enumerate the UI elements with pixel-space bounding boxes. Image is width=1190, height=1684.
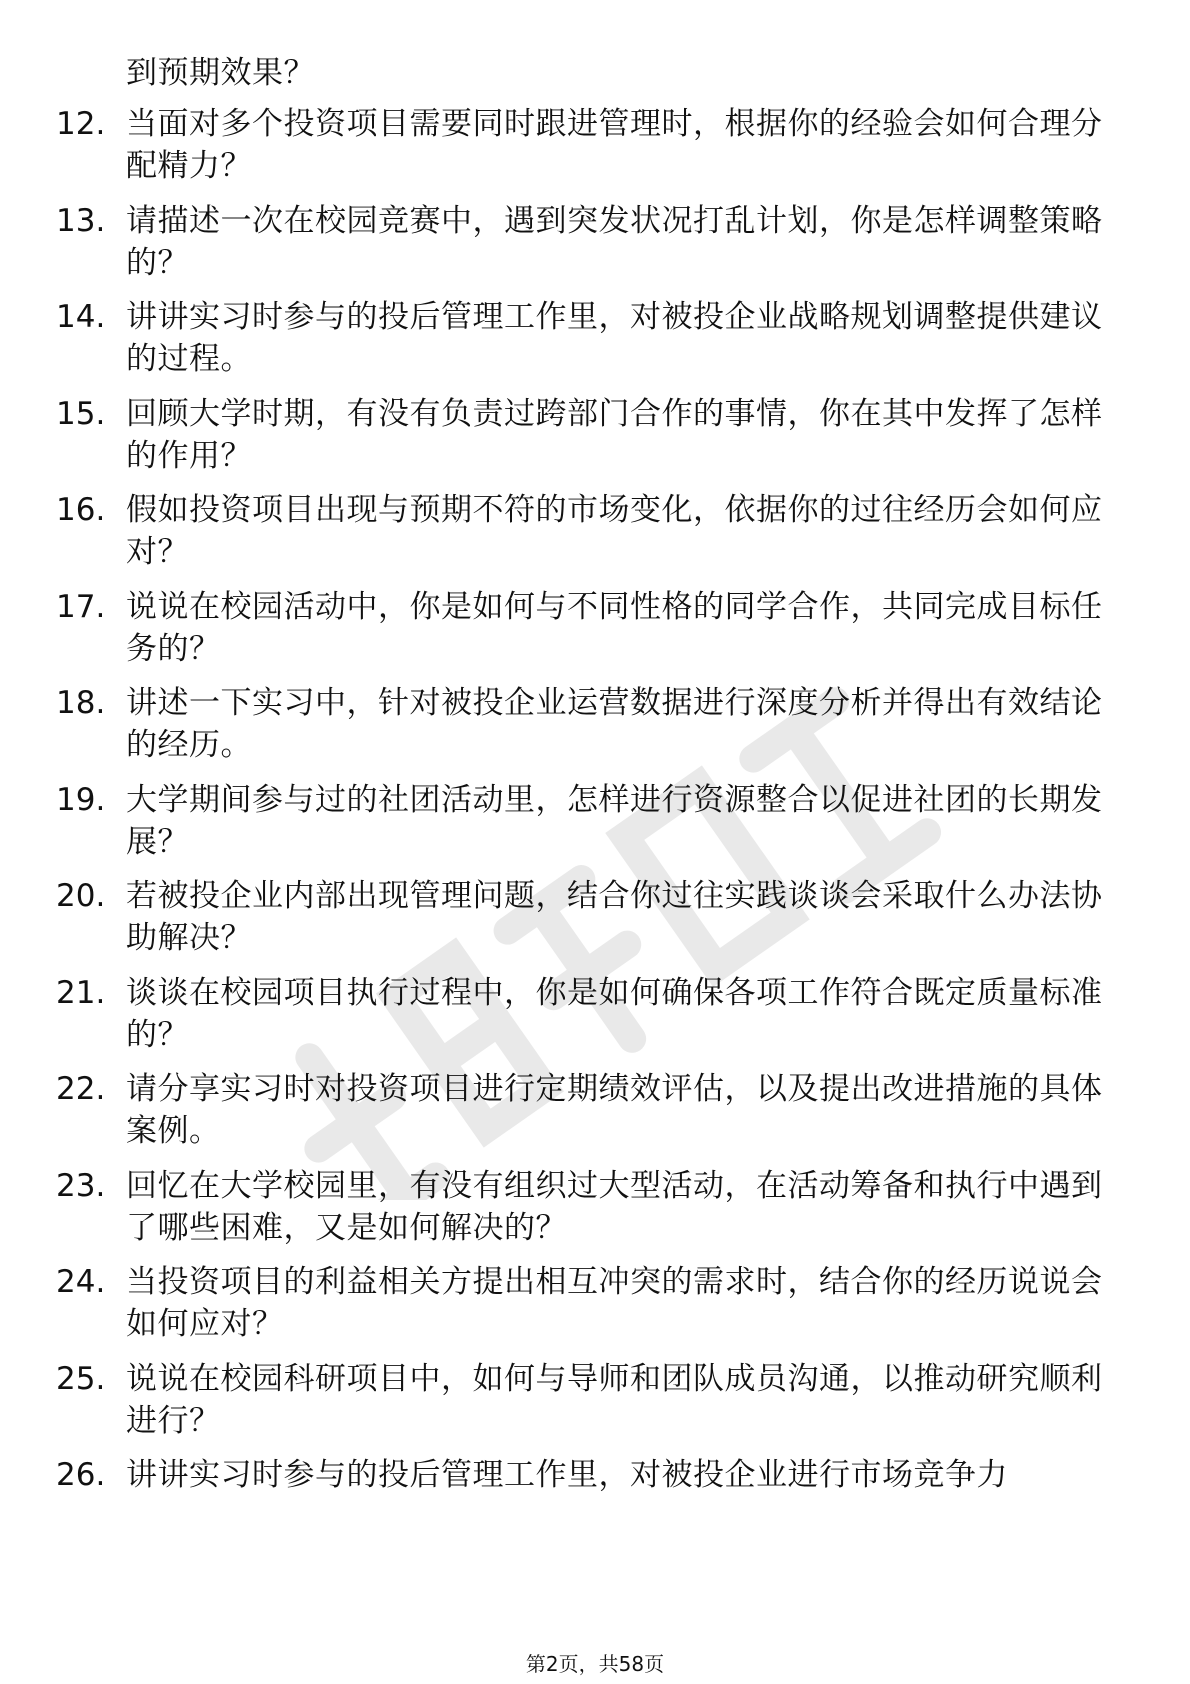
page-footer: 第2页，共58页 [525,1652,665,1676]
question-text: 请描述一次在校园竞赛中，遇到突发状况打乱计划，你是怎样调整策略的？ [126,202,1103,281]
question-text: 回忆在大学校园里，有没有组织过大型活动，在活动筹备和执行中遇到了哪些困难，又是如何解决的？ [126,1167,1103,1246]
question-text: 说说在校园活动中，你是如何与不同性格的同学合作，共同完成目标任务的？ [126,588,1103,667]
question-number: 12. [56,106,106,142]
question-item [56,1261,1136,1357]
question-number: 16. [56,492,106,528]
question-text: 当面对多个投资项目需要同时跟进管理时，根据你的经验会如何合理分配精力？ [126,106,1103,184]
question-item [56,1454,1136,1550]
question-item [56,972,1136,1068]
question-text: 说说在校园科研项目中，如何与导师和团队成员沟通，以推动研究顺利进行？ [126,1360,1103,1439]
question-item [56,586,1136,682]
question-text: 假如投资项目出现与预期不符的市场变化，依据你的过往经历会如何应对？ [126,492,1103,570]
question-number: 25. [56,1360,106,1397]
question-number: 18. [56,685,106,721]
question-item [56,393,1136,489]
question-number: 23. [56,1167,106,1204]
question-number: 22. [56,1071,106,1107]
question-text: 讲述一下实习中，针对被投企业运营数据进行深度分析并得出有效结论的经历。 [126,685,1103,763]
question-item [56,1165,1136,1261]
question-item [56,1068,1136,1164]
question-number: 14. [56,299,106,335]
question-number: 20. [56,878,106,914]
question-text: 当投资项目的利益相关方提出相互冲突的需求时，结合你的经历说说会如何应对？ [126,1264,1103,1342]
continued-question-text: 到预期效果？ [126,55,315,91]
question-text: 大学期间参与过的社团活动里，怎样进行资源整合以促进社团的长期发展？ [126,781,1103,860]
question-text: 回顾大学时期，有没有负责过跨部门合作的事情，你在其中发挥了怎样的作用？ [126,395,1103,474]
question-item [56,779,1136,875]
question-item [56,200,1136,296]
question-item [56,1358,1136,1454]
question-number: 26. [56,1457,106,1493]
question-number: 17. [56,588,106,625]
question-number: 24. [56,1264,106,1300]
question-number: 13. [56,202,106,239]
question-item [56,296,1136,392]
question-number: 19. [56,781,106,818]
question-text: 若被投企业内部出现管理问题，结合你过往实践谈谈会采取什么办法协助解决？ [126,878,1103,956]
question-text: 讲讲实习时参与的投后管理工作里，对被投企业战略规划调整提供建议的过程。 [126,299,1103,377]
question-item [56,875,1136,971]
question-item [56,682,1136,778]
question-text: 请分享实习时对投资项目进行定期绩效评估，以及提出改进措施的具体案例。 [126,1071,1103,1149]
question-item [56,489,1136,585]
question-item [56,103,1136,199]
question-number: 21. [56,974,106,1011]
question-text: 谈谈在校园项目执行过程中，你是如何确保各项工作符合既定质量标准的？ [126,974,1103,1053]
question-number: 15. [56,395,106,432]
question-text: 讲讲实习时参与的投后管理工作里，对被投企业进行市场竞争力 [126,1457,1008,1493]
